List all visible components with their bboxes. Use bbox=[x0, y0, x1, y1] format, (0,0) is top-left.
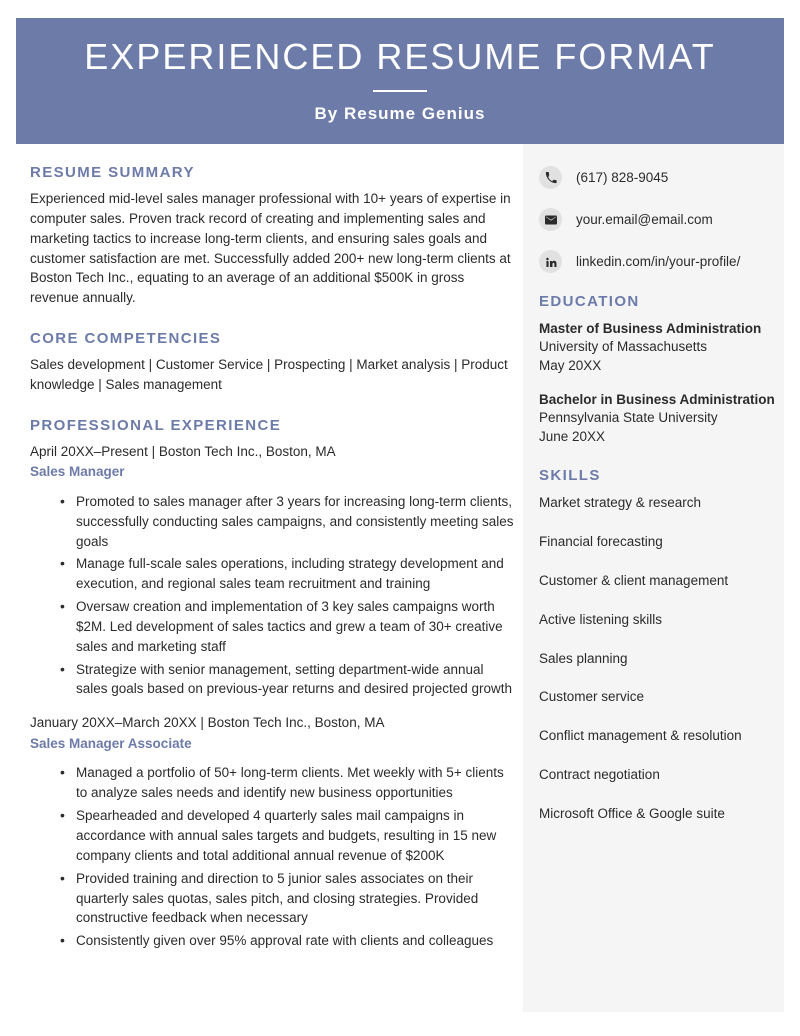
section-heading-education: EDUCATION bbox=[539, 293, 640, 310]
list-item: Customer & client management bbox=[539, 572, 729, 588]
list-item: • Managed a portfolio of 50+ long-term clients. Met weekly with 5+ clients to analyze sales needs and identify new business opportunities bbox=[60, 763, 516, 803]
list-item: Market strategy & research bbox=[539, 495, 702, 510]
education-school: University of Massachusetts bbox=[539, 339, 708, 355]
skills-section bbox=[539, 467, 784, 824]
resume-body bbox=[16, 144, 784, 1012]
header-divider bbox=[373, 90, 427, 92]
job-meta: April 20XX–Present | Boston Tech Inc., Boston, MA bbox=[30, 443, 336, 459]
job-bullets bbox=[30, 492, 516, 699]
contact-item-phone bbox=[539, 166, 784, 189]
experience-entry bbox=[30, 713, 516, 951]
list-item: • Consistently given over 95% approval rate with clients and colleagues bbox=[60, 931, 516, 951]
education-section bbox=[539, 293, 784, 447]
job-meta: January 20XX–March 20XX | Boston Tech Inc., Boston, MA bbox=[30, 715, 385, 731]
list-item: • Manage full-scale sales operations, including strategy development and execution, and regional sales team recruitment and training bbox=[60, 554, 516, 594]
section-heading-skills: SKILLS bbox=[539, 467, 601, 484]
competencies-text: Sales development | Customer Service | Prospecting | Market analysis | Product knowledge | Sales management bbox=[30, 357, 508, 392]
job-title: Sales Manager bbox=[30, 464, 125, 479]
list-item: Contract negotiation bbox=[539, 767, 660, 783]
contact-item-email bbox=[539, 208, 784, 231]
sidebar-column bbox=[539, 144, 784, 844]
list-item: Microsoft Office & Google suite bbox=[539, 806, 725, 822]
experience-entry bbox=[30, 442, 516, 700]
list-item: Financial forecasting bbox=[539, 533, 663, 549]
list-item: Sales planning bbox=[539, 650, 628, 666]
contact-list bbox=[539, 166, 784, 273]
contact-linkedin-value: linkedin.com/in/your-profile/ bbox=[576, 253, 741, 269]
list-item: • Provided training and direction to 5 junior sales associates on their quarterly sales quotas, sales pitch, and closing strategies. Provided constructive feedback when necessary bbox=[60, 869, 516, 929]
page-title: EXPERIENCED RESUME FORMAT bbox=[84, 36, 716, 78]
section-heading-competencies: CORE COMPETENCIES bbox=[30, 330, 222, 348]
email-icon bbox=[539, 208, 562, 231]
linkedin-icon bbox=[539, 250, 562, 273]
job-title: Sales Manager Associate bbox=[30, 735, 192, 751]
list-item: • Strategize with senior management, setting department-wide annual sales goals based on previous-year returns and desired projected growth bbox=[60, 660, 516, 700]
education-entry bbox=[539, 320, 784, 376]
header-subtitle: By Resume Genius bbox=[314, 103, 486, 123]
job-bullets bbox=[30, 763, 516, 951]
header-banner bbox=[16, 18, 784, 144]
contact-item-linkedin bbox=[539, 250, 784, 273]
list-item: • Oversaw creation and implementation of 3 key sales campaigns worth $2M. Led development of sales tactics and grew a team of 30+ creative sales and marketing staff bbox=[60, 597, 516, 657]
list-item: Conflict management & resolution bbox=[539, 728, 742, 744]
education-date: May 20XX bbox=[539, 358, 602, 374]
list-item: • Promoted to sales manager after 3 years for increasing long-term clients, successfully conducting sales campaigns, and consistently meeting sales goals bbox=[60, 492, 516, 552]
section-heading-summary: RESUME SUMMARY bbox=[30, 164, 195, 181]
education-degree: Master of Business Administration bbox=[539, 321, 762, 336]
main-column bbox=[30, 144, 516, 965]
education-school: Pennsylvania State University bbox=[539, 410, 718, 426]
education-entry bbox=[539, 391, 784, 447]
education-degree: Bachelor in Business Administration bbox=[539, 392, 775, 407]
list-item: Active listening skills bbox=[539, 611, 663, 627]
skills-list bbox=[539, 494, 784, 824]
contact-phone-value: (617) 828-9045 bbox=[576, 169, 669, 185]
phone-icon bbox=[539, 166, 562, 189]
contact-email-value: your.email@email.com bbox=[576, 211, 713, 227]
list-item: • Spearheaded and developed 4 quarterly sales mail campaigns in accordance with annual sales targets and budgets, resulting in 15 new company clients and total additional annual revenue of $200K bbox=[60, 806, 516, 866]
section-heading-experience: PROFESSIONAL EXPERIENCE bbox=[30, 416, 282, 434]
summary-text: Experienced mid-level sales manager professional with 10+ years of expertise in computer sales. Proven track record of creating and implementing sales and marketing tactics to increase long-term clients, and ensuring sales goals and customer satisfaction are met. Successfully added 200+ new long-term clients at Boston Tech Inc., equating to an average of an additional $500K in gross revenue annually. bbox=[30, 191, 511, 306]
education-date: June 20XX bbox=[539, 429, 606, 445]
list-item: Customer service bbox=[539, 689, 645, 705]
